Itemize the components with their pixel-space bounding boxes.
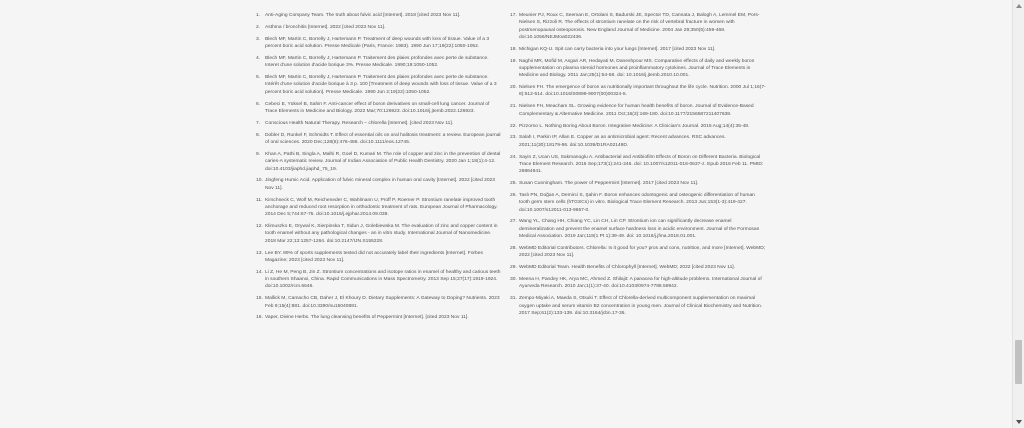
reference-item: [256, 250, 502, 265]
reference-text: Naghii MR, Mofid M, Asgari AR, Hedayati M, Daneshpour MS. Comparative effects of daily and weekly boron supplementation on plasma steroid hormones and proinflammatory cytokines. Journal of Trace Elements in Medicine and Biology. 2011 Jan;25(1):54-58. doi: 10.1016/j.jtemb.2010.10.001.: [519, 58, 755, 79]
reference-text: Blech MF, Martin C, Borrelly J, Hartemann P. Traitement des plaies profondes avec perte de substance. Interet d'une solution d'acide borique 3%. Presse Medicale. 1990;19:1050-1052.: [265, 55, 489, 69]
reference-number: 20.: [510, 85, 517, 91]
reference-item: [256, 12, 502, 19]
reference-item: [256, 269, 502, 291]
reference-text: Susan Cunningham. The power of Peppermint [Internet]. 2017 [cited 2023 Nov 11].: [519, 181, 699, 187]
reference-number: 16.: [256, 315, 263, 321]
reference-text: Anti-Aging Company Team. The truth about fulvic acid [Internet]. 2018 [cited 2023 Nov 11].: [265, 13, 461, 18]
reference-number: 13.: [256, 250, 263, 256]
reference-item: [256, 120, 502, 127]
reference-text: Cebeci E, Yüksel B, Sahin F. Anti-cancer effect of boron derivatives on small-cell lung cancer. Journal of Trace Elements in Medicine and Biology. 2022 Mar;70:126923. doi:10.1016/j.jtemb.2022.126923.: [265, 101, 490, 114]
references-column-left: [256, 12, 502, 326]
reference-text: Wang YL, Chang HH, Chiang YC, Lin CH, Lin CP. Strontium ion can significantly decrease enamel demineralization and prevent the enamel surface hardness loss in acidic environment. Journal of the Formosan Medical Association. 2019 Jan;118(1 Pt 1):39-49. doi: 10.1016/j.jfma.2018.01.001.: [519, 219, 760, 240]
reference-item: [510, 46, 766, 53]
reference-item: [510, 154, 766, 176]
reference-item: [510, 58, 766, 80]
scroll-down-arrow-icon[interactable]: [1016, 420, 1022, 424]
reference-item: [256, 24, 502, 31]
reference-number: 14.: [256, 269, 263, 275]
reference-item: [510, 295, 766, 317]
reference-number: 3.: [256, 36, 261, 42]
reference-number: 21.: [510, 104, 517, 110]
reference-number: 26.: [510, 192, 517, 198]
reference-item: [510, 123, 766, 130]
reference-number: 2.: [256, 24, 261, 30]
reference-text: Asthma / bronchitis [Internet]. 2022 [cited 2023 Nov 11].: [265, 24, 386, 30]
reference-text: Nielsen FH. The emergence of boron as nutritionally important throughout the life cycle. Nutrition. 2000 Jul 1;16(7-8):512-514. doi:10.1016/S0899-9007(00)00324-5.: [519, 85, 766, 98]
reference-number: 28.: [510, 245, 517, 251]
reference-number: 31.: [510, 296, 517, 302]
reference-item: [510, 12, 766, 41]
reference-text: WebMD Editorial Contributors. Chlorella: Is it good for you? pros and cons, nutrition, and more [Internet]. WebMD; 2022 [cited 2023 Nov 11].: [519, 245, 766, 259]
reference-item: [510, 180, 766, 187]
reference-item: [510, 84, 766, 99]
reference-text: Khan A, Pathi B, Singla A, Malhi R, Goel D, Kumari M. The role of copper and zinc in the prevention of dental caries-A systematic review. Journal of Indian Association of Public Health Dentistry. 2020 Jan 1;18(1):4-12. doi:10.4103/jiaphd.jiaphd_75_19.: [265, 151, 501, 172]
reference-item: [510, 264, 766, 271]
reference-number: 5.: [256, 75, 261, 81]
reference-text: Dobler D, Runkel F, Schmidts T. Effect of essential oils on oral halitosis treatment: a review. European journal of oral sciences. 2020 Dec;128(6):476-486. doi:10.1111/eos.12745.: [265, 132, 501, 146]
reference-text: WebMD Editorial Team. Health Benefits of Chlorophyll [Internet]. WebMD; 2022 [cited 2023 Nov 11].: [519, 265, 736, 271]
reference-item: [510, 218, 766, 240]
reference-number: 11.: [256, 197, 263, 203]
reference-text: Jingfeng Humic Acid. Application of fulvic mineral complex in human oral cavity [Internet]. 2022 [cited 2023 Nov 11].: [265, 178, 495, 191]
reference-item: [256, 295, 502, 310]
reference-number: 22.: [510, 123, 517, 129]
reference-text: Salah I, Parkin IP, Allan E. Copper as an antimicrobial agent: Recent advances. RSC advances. 2021;11(30):18179-86. doi:10.1039/D1RA02149D.: [519, 135, 726, 148]
reference-text: Meunier PJ, Roux C, Seeman E, Ortolani S, Badurski JE, Spector TD, Cannata J, Balogh A, Lemmel EM, Pors-Nielsen S, Rizzoli R. The effects of strontium ranelate on the risk of vertebral fracture in women with postmenopausal osteoporosis. New England Journal of Medicine. 2004 Jan 29;350(5):459-468. doi:10.1056/NEJMoa022436.: [519, 13, 760, 40]
reference-number: 12.: [256, 224, 263, 230]
reference-text: Lee BY. 89% of sports supplements tested did not accurately label their ingredients [Internet]. Forbes Magazine; 2023 [cited 2023 Nov 11].: [265, 250, 483, 263]
vertical-scrollbar[interactable]: [1012, 0, 1024, 428]
reference-item: [256, 314, 502, 321]
reference-item: [256, 151, 502, 173]
reference-text: Blech MF, Martin C, Borrelly J, Hartemann P. Treatment of deep wounds with loss of tissue. Value of a 3 percent boric acid solution. Presse Medicale (Paris, France: 1983). 1990 Jun 17;19(22):1050-1052.: [265, 36, 490, 50]
reference-number: 17.: [510, 13, 517, 18]
reference-number: 27.: [510, 219, 517, 225]
reference-text: Kirschneck C, Wolf M, Reicheneder C, Wahlmann U, Proff P, Roemer P. Strontium ranelate improved tooth anchorage and reduced root resorption in orthodontic treatment of rats. European Journal of Pharmacology. 2014 Dec 5;744:67-75. doi:10.1016/j.ejphar.2014.09.039.: [265, 197, 498, 218]
reference-number: 6.: [256, 101, 261, 107]
reference-item: [510, 134, 766, 149]
reference-text: Blech MF, Martin C, Borrelly J, Hartemann P. Traitement des plaies profondes avec perte de substance. Intérêt d'une solution d'acide borique à 3 p. 100 [Treatment of deep wounds with loss of tissue. Value of a 3 percent boric acid solution]. Presse Medicale. 1990 Jun 2;19(22):1050-1052.: [265, 75, 497, 95]
reference-number: 30.: [510, 277, 517, 283]
reference-number: 25.: [510, 181, 517, 187]
reference-number: 23.: [510, 135, 517, 141]
reference-text: Zempo-Miyaki A, Maeda S, Otsuki T. Effect of Chlorella-derived multicomponent supplementation on maximal oxygen uptake and serum vitamin B2 concentration in young men. Journal of Clinical Biochemistry and Nutrition. 2017 Sep;61(2):133-139. doi:10.3164/jcbn.17-36.: [519, 296, 763, 316]
reference-item: [256, 177, 502, 192]
reference-item: [256, 132, 502, 147]
reference-text: Sayin Z, Ucan US, Sakmanoglu A. Antibacterial and Antibiofilm Effects of Boron on Different Bacteria. Biological Trace Element Research. 2016 Sep;173(1):241-246. doi: 10.1007/s12011-016-0637-z. Epub 2016 Feb 11. PMID: 26864941.: [519, 154, 764, 175]
scrollbar-thumb[interactable]: [1015, 340, 1022, 384]
reference-item: [256, 101, 502, 116]
reference-item: [256, 197, 502, 219]
reference-text: Li Z, He M, Peng B, Jin Z. Strontium concentrations and isotope ratios in enamel of healthy and carious teeth in southern Shaanxi, China. Rapid Communications in Mass Spectrometry. 2013 Sep 15;27(17):1919-1924. doi:10.1002/rcm.6646.: [265, 269, 501, 290]
reference-number: 1.: [256, 13, 261, 18]
reference-text: Meena H, Pandey HK, Arya MC, Ahmed Z. Shilajit: A panacea for high-altitude problems. International Journal of Ayurveda Research. 2010 Jan;1(1):37-40. doi:10.4103/0974-7788.59942.: [519, 277, 762, 290]
reference-number: 15.: [256, 296, 263, 302]
reference-item: [256, 55, 502, 70]
reference-text: Vaper, Divine Herbs. The lung cleansing benefits of Peppermint [Internet]. [cited 2023 Nov 11].: [265, 315, 469, 321]
scroll-up-arrow-icon[interactable]: [1016, 4, 1022, 8]
reference-text: Taslı PN, Doğan A, Demirci S, Şahin F. Boron enhances odontogenic and osteogenic differentiation of human tooth germ stem cells (hTGSCs) in vitro. Biological Trace Element Research. 2013 Jun;153(1-3):419-427. doi:10.1007/s12011-013-9657-0.: [519, 192, 755, 213]
references-column-right: [510, 12, 766, 322]
reference-item: [510, 103, 766, 118]
reference-item: [256, 36, 502, 51]
reference-text: Pizzorno L. Nothing Boring About Boron. Integrative Medicine: A Clinician's Journal. 2015 Aug;14(4):35-48.: [519, 123, 750, 129]
reference-number: 10.: [256, 178, 263, 184]
reference-number: 24.: [510, 154, 517, 160]
reference-text: Klimuszko E, Orywal K, Sierpinska T, Sidun J, Golebiewska M. The evaluation of zinc and copper content in tooth enamel without any pathological changes - an in vitro study. International Journal of Nanomedicine. 2018 Mar 22;13:1257-1264. doi:10.2147/IJN.S155228.: [265, 224, 498, 244]
reference-number: 19.: [510, 58, 517, 64]
reference-item: [256, 223, 502, 245]
reference-text: Conscious Health Natural Therapy. Research – chlorella [Internet]. [cited 2023 Nov 11].: [265, 120, 454, 126]
reference-item: [510, 245, 766, 260]
reference-number: 9.: [256, 151, 261, 157]
reference-number: 29.: [510, 265, 517, 271]
reference-text: Nielsen FH, Meacham SL. Growing evidence for human health benefits of boron. Journal of Evidence-Based Complementary & Alternative Medicine. 2011 Oct;16(3):169-180. doi:10.1177/2156587211407638.: [519, 104, 754, 117]
reference-number: 18.: [510, 46, 517, 52]
reference-number: 4.: [256, 55, 261, 61]
reference-number: 8.: [256, 132, 261, 138]
reference-item: [510, 276, 766, 291]
reference-item: [256, 74, 502, 96]
reference-number: 7.: [256, 120, 261, 126]
reference-text: Michigan KQ-U. Spit can carry bacteria into your lungs [Internet]. 2017 [cited 2023 Nov 11].: [519, 46, 716, 52]
reference-text: Mallick M, Camacho CB, Daher J, El Khoury D. Dietary Supplements: A Gateway to Doping? Nutrients. 2023 Feb 9;15(4):881. doi:10.3390/nu15040881.: [265, 296, 500, 309]
reference-item: [510, 192, 766, 214]
